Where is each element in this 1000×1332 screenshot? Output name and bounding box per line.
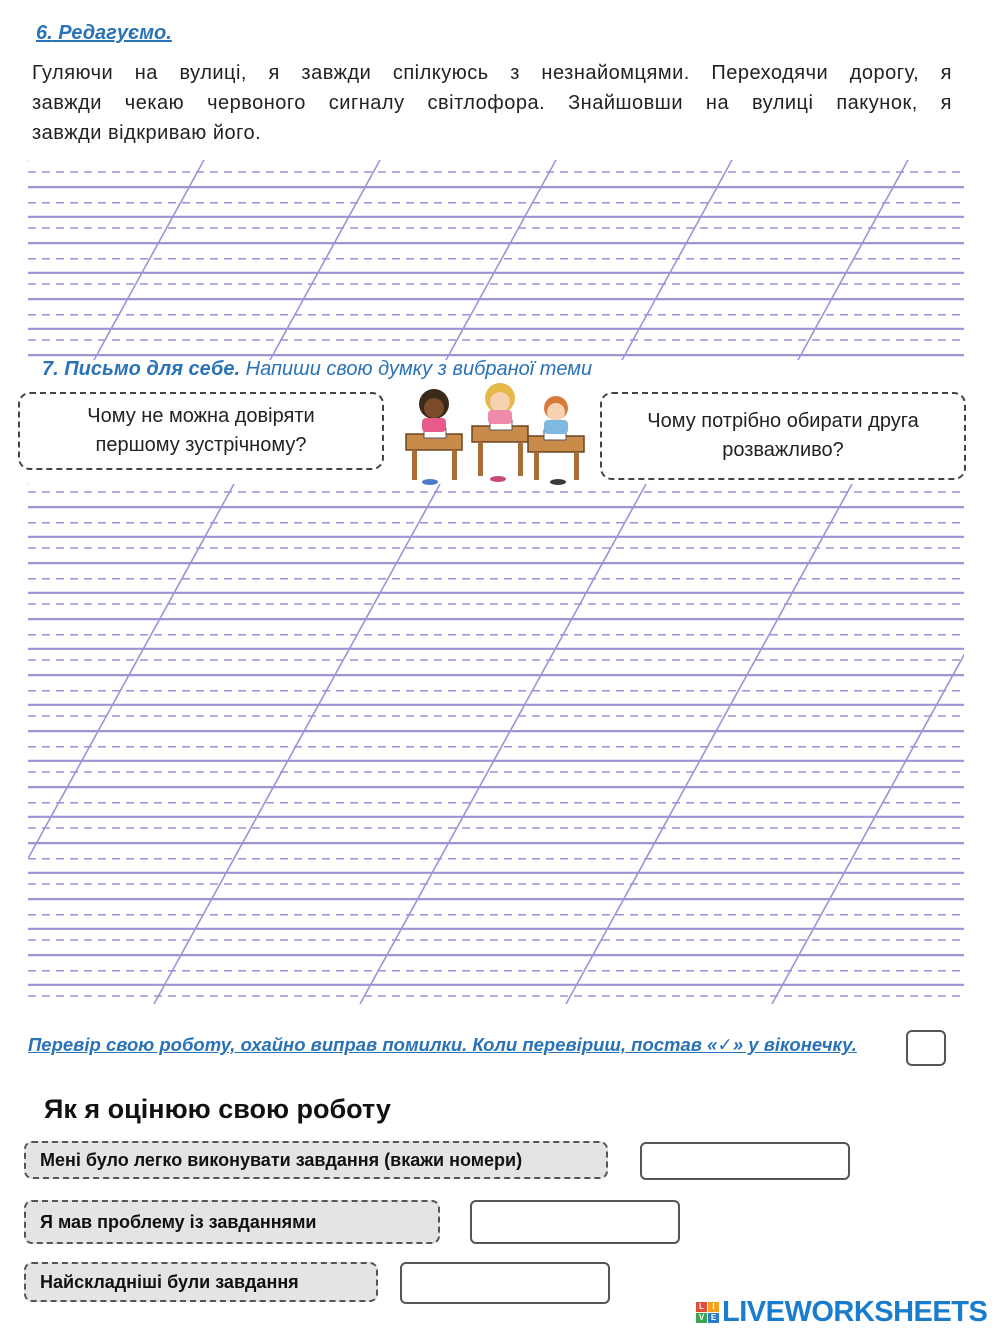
- topic-right-line-2: розважливо?: [722, 439, 844, 461]
- logo-cube: E: [708, 1313, 719, 1323]
- task-7-title: 7. Письмо для себе.: [42, 358, 241, 380]
- topic-box-right[interactable]: [600, 392, 966, 480]
- task-7-heading: [42, 358, 592, 381]
- writing-area-2[interactable]: [28, 484, 964, 1004]
- children-writing-illustration: [402, 382, 588, 486]
- topic-box-left[interactable]: [18, 392, 384, 470]
- evaluation-label-text: Найскладніші були завдання: [40, 1271, 299, 1292]
- task-6-number: 6.: [36, 22, 53, 44]
- evaluation-label-easy: [24, 1141, 608, 1179]
- evaluation-label-text: Я мав проблему із завданнями: [40, 1211, 317, 1232]
- paragraph-line: завжди чекаю червоного сигналу світлофора. Знайшовши на вулиці пакунок, я: [32, 92, 952, 114]
- evaluation-label-hardest: [24, 1262, 378, 1302]
- task-7-instruction: Напиши свою думку з вибраної теми: [245, 358, 593, 380]
- evaluation-label-problem: [24, 1200, 440, 1244]
- evaluation-title: Як я оцінюю свою роботу: [44, 1094, 391, 1124]
- logo-cube: L: [696, 1302, 707, 1312]
- writing-lines-2: [28, 484, 964, 1004]
- topic-left-line-2: першому зустрічному?: [95, 434, 307, 456]
- logo-cubes-icon: [696, 1302, 719, 1323]
- check-instruction: Перевір свою роботу, охайно виправ помилки. Коли перевіриш, постав «✓» у віконечку.: [28, 1034, 857, 1055]
- writing-area-1[interactable]: [28, 160, 964, 360]
- evaluation-label-text: Мені було легко виконувати завдання (вкажи номери): [40, 1149, 523, 1170]
- paragraph-line: Гуляючи на вулиці, я завжди спілкуюсь з незнайомцями. Переходячи дорогу, я: [32, 62, 952, 84]
- task-6-heading: [36, 22, 172, 45]
- liveworksheets-logo: [696, 1296, 987, 1328]
- logo-cube: V: [696, 1313, 707, 1323]
- logo-text: LIVEWORKSHEETS: [722, 1295, 988, 1328]
- paragraph-line: завжди відкриваю його.: [32, 122, 262, 144]
- logo-cube: I: [708, 1302, 719, 1312]
- topic-right-line-1: Чому потрібно обирати друга: [647, 410, 919, 432]
- evaluation-input-problem[interactable]: [470, 1200, 680, 1244]
- task-6-title: Редагуємо.: [58, 22, 172, 44]
- task-6-paragraph: [32, 58, 952, 148]
- check-checkbox[interactable]: [906, 1030, 946, 1066]
- evaluation-input-hardest[interactable]: [400, 1262, 610, 1304]
- children-illustration: [402, 382, 588, 486]
- evaluation-input-easy[interactable]: [640, 1142, 850, 1180]
- writing-lines-1: [28, 160, 964, 360]
- topic-left-line-1: Чому не можна довіряти: [87, 405, 315, 427]
